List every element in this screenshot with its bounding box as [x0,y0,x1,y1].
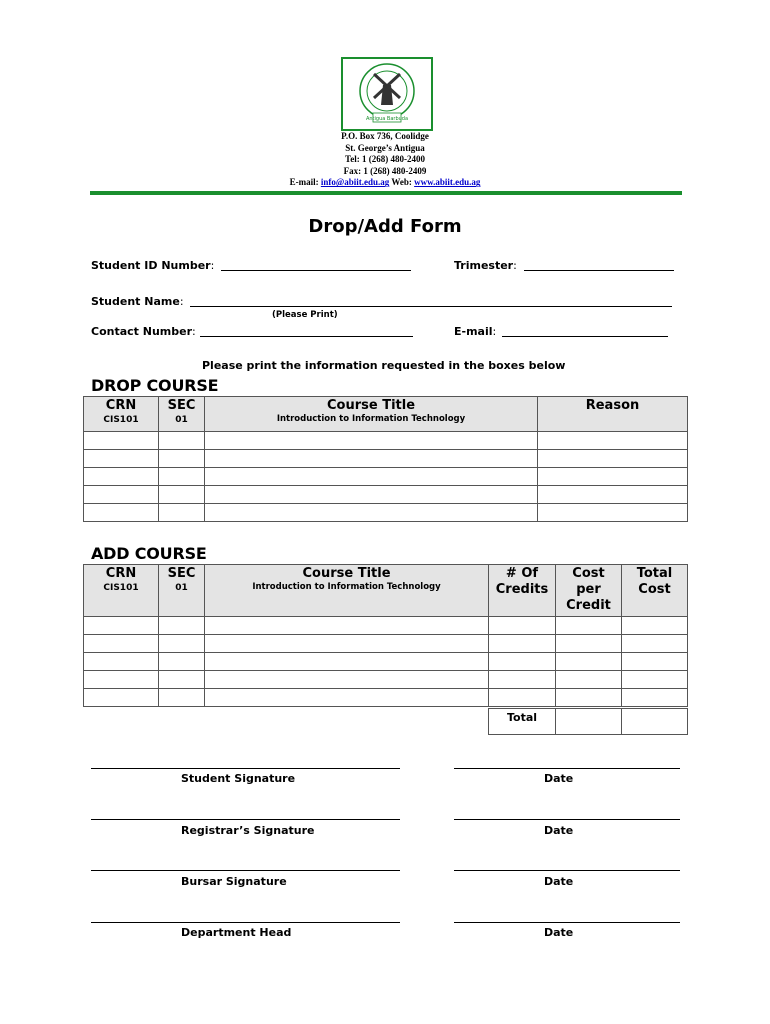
header-divider [90,191,682,195]
drop-sec-header: SEC 01 [159,397,205,432]
table-row [84,635,688,653]
add-credits-cell[interactable] [489,653,556,671]
drop-header-row [84,397,688,432]
contact-number-field[interactable] [200,336,413,337]
trimester-label: Trimester: [454,259,517,272]
form-title: Drop/Add Form [308,216,462,237]
registrar-date-line[interactable] [454,819,680,820]
email-field[interactable] [502,336,668,337]
trimester-field[interactable] [524,270,674,271]
email-label: E-mail: [454,325,497,338]
table-row [84,486,688,504]
drop-title-cell[interactable] [205,504,538,522]
phone-line: Tel: 1 (268) 480-2400 [345,154,425,165]
drop-title-cell[interactable] [205,450,538,468]
add-cost-cell[interactable] [556,617,622,635]
student-signature-label: Student Signature [181,772,296,785]
student-name-field[interactable] [190,306,672,307]
drop-crn-cell[interactable] [84,486,159,504]
add-total-cell[interactable] [622,635,688,653]
add-title-cell[interactable] [205,689,489,707]
address-block [0,131,770,189]
drop-sec-cell[interactable] [159,468,205,486]
add-course-title-header: Course Title Introduction to Information Technology [205,565,489,617]
add-credits-cell[interactable] [489,635,556,653]
table-row [84,468,688,486]
address-line: St. George’s Antigua [345,142,425,153]
add-header-row [84,565,688,617]
add-sec-cell[interactable] [159,671,205,689]
drop-example-sec: 01 [175,415,188,425]
drop-crn-cell[interactable] [84,468,159,486]
add-credits-cell[interactable] [489,671,556,689]
total-cost-per-credit-field[interactable] [555,708,622,735]
email-label: E-mail: [289,177,319,188]
drop-reason-cell[interactable] [538,450,688,468]
add-sec-cell[interactable] [159,635,205,653]
table-row [84,504,688,522]
add-example-crn: CIS101 [103,583,139,593]
student-id-label: Student ID Number: [91,259,215,272]
date-label: Date [544,926,574,939]
add-example-course: Introduction to Information Technology [252,582,441,592]
drop-course-heading: DROP COURSE [91,376,219,395]
student-name-label: Student Name: [91,295,184,308]
add-sec-cell[interactable] [159,689,205,707]
add-title-cell[interactable] [205,617,489,635]
add-crn-header: CRN CIS101 [84,565,159,617]
add-crn-cell[interactable] [84,617,159,635]
student-id-field[interactable] [221,270,411,271]
email-link[interactable]: info@abiit.edu.ag [320,177,390,188]
drop-reason-cell[interactable] [538,486,688,504]
drop-reason-cell[interactable] [538,432,688,450]
drop-sec-cell[interactable] [159,450,205,468]
windmill-logo-icon [343,59,431,129]
add-crn-cell[interactable] [84,689,159,707]
drop-crn-cell[interactable] [84,432,159,450]
total-label-cell [488,708,556,735]
add-sec-cell[interactable] [159,617,205,635]
department-date-line[interactable] [454,922,680,923]
table-row [84,671,688,689]
add-credits-cell[interactable] [489,617,556,635]
table-row [84,450,688,468]
add-title-cell[interactable] [205,671,489,689]
table-row [84,617,688,635]
drop-reason-cell[interactable] [538,504,688,522]
add-credits-header: # Of Credits [489,565,556,617]
contact-links [0,177,770,189]
registrar-signature-label: Registrar’s Signature [181,824,315,837]
student-signature-line[interactable] [91,768,400,769]
logo-banner-text: Antigua Barbuda [365,116,409,122]
drop-title-cell[interactable] [205,432,538,450]
web-label: Web: [391,177,412,188]
table-row [84,432,688,450]
fax-line: Fax: 1 (268) 480-2409 [343,165,427,176]
add-title-cell[interactable] [205,635,489,653]
contact-number-label: Contact Number: [91,325,196,338]
add-course-heading: ADD COURSE [91,544,207,563]
department-head-label: Department Head [181,926,292,939]
date-label: Date [544,875,574,888]
institution-logo [341,57,433,131]
drop-reason-cell[interactable] [538,468,688,486]
table-row [84,689,688,707]
drop-example-crn: CIS101 [103,415,139,425]
drop-example-course: Introduction to Information Technology [276,414,466,424]
student-date-line[interactable] [454,768,680,769]
bursar-signature-label: Bursar Signature [181,875,287,888]
drop-course-table [83,396,688,522]
date-label: Date [544,824,574,837]
add-credits-cell[interactable] [489,689,556,707]
add-cost-cell[interactable] [556,689,622,707]
drop-crn-cell[interactable] [84,504,159,522]
table-row [84,653,688,671]
department-signature-line[interactable] [91,922,400,923]
add-cost-cell[interactable] [556,671,622,689]
drop-sec-cell[interactable] [159,432,205,450]
drop-course-title-header: Course Title Introduction to Information Technology [205,397,538,432]
add-sec-cell[interactable] [159,653,205,671]
add-crn-cell[interactable] [84,635,159,653]
please-print-note: (Please Print) [272,310,338,320]
web-link[interactable]: www.abiit.edu.ag [414,177,481,188]
add-title-cell[interactable] [205,653,489,671]
total-label: Total [506,711,538,724]
add-total-cell[interactable] [622,671,688,689]
drop-crn-cell[interactable] [84,450,159,468]
bursar-signature-line[interactable] [91,870,400,871]
add-sec-header: SEC 01 [159,565,205,617]
drop-crn-header: CRN CIS101 [84,397,159,432]
drop-title-cell[interactable] [205,468,538,486]
address-line: P.O. Box 736, Coolidge [341,131,429,141]
add-cost-cell[interactable] [556,653,622,671]
bursar-date-line[interactable] [454,870,680,871]
add-total-cell[interactable] [622,617,688,635]
drop-reason-header: Reason [538,397,688,432]
drop-sec-cell[interactable] [159,486,205,504]
registrar-signature-line[interactable] [91,819,400,820]
date-label: Date [544,772,574,785]
drop-sec-cell[interactable] [159,504,205,522]
add-cost-cell[interactable] [556,635,622,653]
add-cost-per-credit-header: Cost per Credit [556,565,622,617]
add-total-cell[interactable] [622,689,688,707]
add-total-cost-header: Total Cost [622,565,688,617]
add-crn-cell[interactable] [84,671,159,689]
add-course-table [83,564,688,707]
add-total-cell[interactable] [622,653,688,671]
instructions-text: Please print the information requested in the boxes below [202,359,566,372]
add-example-sec: 01 [175,583,188,593]
add-crn-cell[interactable] [84,653,159,671]
drop-title-cell[interactable] [205,486,538,504]
total-cost-field[interactable] [621,708,688,735]
